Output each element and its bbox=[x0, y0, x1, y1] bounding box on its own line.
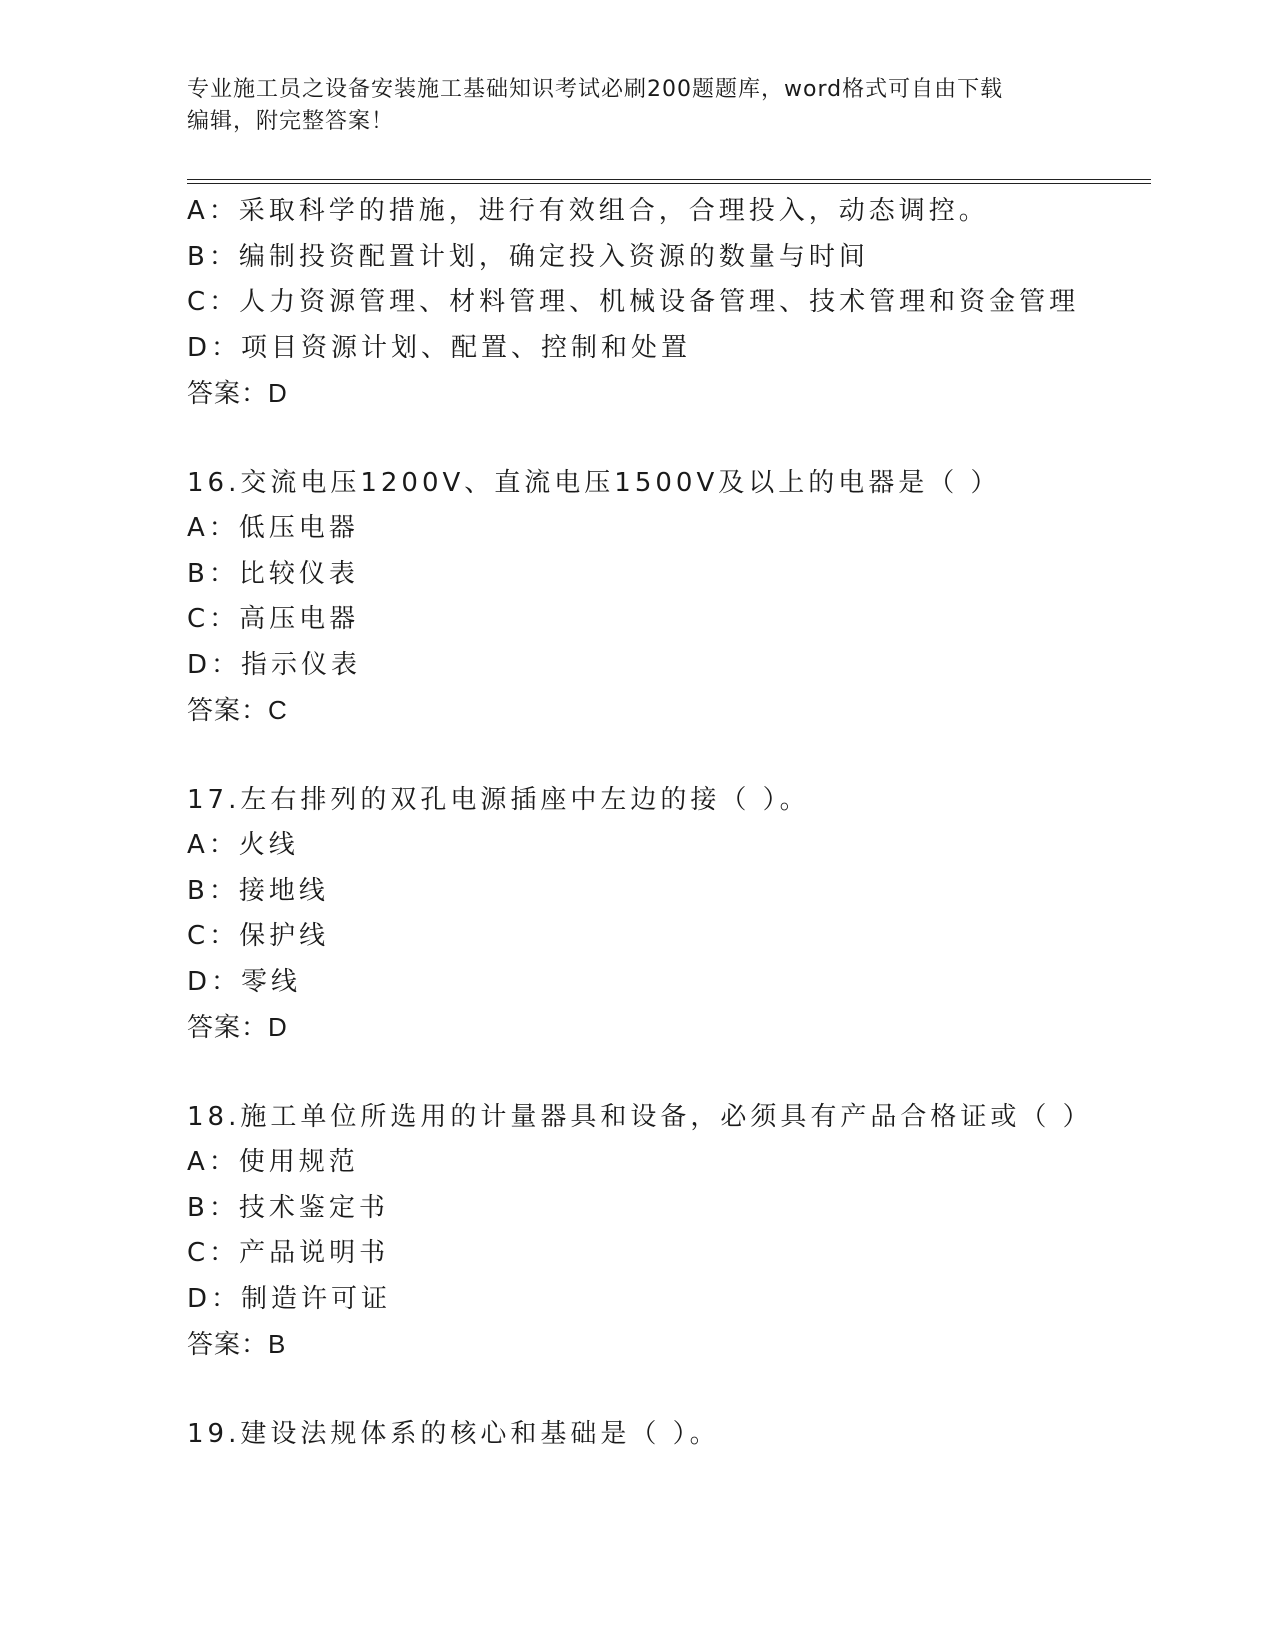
title-line-2: 编辑，附完整答案！ bbox=[187, 109, 395, 134]
spacer bbox=[187, 1368, 1151, 1412]
question-list bbox=[187, 189, 1151, 1457]
option-c: C：产品说明书 bbox=[187, 1238, 390, 1268]
answer: 答案：D bbox=[187, 378, 288, 408]
answer: 答案：B bbox=[187, 1329, 287, 1359]
header-divider-bottom bbox=[187, 183, 1151, 184]
option-b: B：编制投资配置计划，确定投入资源的数量与时间 bbox=[187, 241, 869, 272]
option-c: C：高压电器 bbox=[187, 604, 360, 634]
answer: 答案：D bbox=[187, 1012, 288, 1042]
question-16 bbox=[187, 461, 1151, 734]
option-b: B：接地线 bbox=[187, 875, 329, 906]
document-title bbox=[187, 74, 1087, 138]
option-b: B：技术鉴定书 bbox=[187, 1192, 389, 1223]
option-d: D：零线 bbox=[187, 966, 302, 997]
spacer bbox=[187, 1051, 1151, 1095]
header-divider-top bbox=[187, 179, 1151, 180]
title-line-1: 专业施工员之设备安装施工基础知识考试必刷200题题库，word格式可自由下载 bbox=[187, 77, 1004, 102]
option-c: C：人力资源管理、材料管理、机械设备管理、技术管理和资金管理 bbox=[187, 287, 1080, 317]
question-19 bbox=[187, 1412, 1151, 1458]
option-a: A：使用规范 bbox=[187, 1147, 359, 1177]
option-a: A：采取科学的措施，进行有效组合，合理投入，动态调控。 bbox=[187, 196, 989, 226]
option-a: A：火线 bbox=[187, 830, 299, 860]
question-15-continued bbox=[187, 189, 1151, 417]
question-18 bbox=[187, 1095, 1151, 1368]
option-a: A：低压电器 bbox=[187, 513, 359, 543]
option-c: C：保护线 bbox=[187, 921, 330, 951]
question-stem: 18.施工单位所选用的计量器具和设备，必须具有产品合格证或（ ） bbox=[187, 1101, 1093, 1132]
option-d: D：制造许可证 bbox=[187, 1283, 392, 1314]
option-d: D：项目资源计划、配置、控制和处置 bbox=[187, 332, 692, 363]
spacer bbox=[187, 734, 1151, 778]
spacer bbox=[187, 417, 1151, 461]
question-stem: 17.左右排列的双孔电源插座中左边的接（ ）。 bbox=[187, 784, 810, 815]
question-stem: 19.建设法规体系的核心和基础是（ ）。 bbox=[187, 1418, 720, 1449]
option-d: D：指示仪表 bbox=[187, 649, 362, 680]
option-b: B：比较仪表 bbox=[187, 558, 359, 589]
question-stem: 16.交流电压1200V、直流电压1500V及以上的电器是（ ） bbox=[187, 467, 1001, 498]
question-17 bbox=[187, 778, 1151, 1051]
answer: 答案：C bbox=[187, 695, 288, 725]
